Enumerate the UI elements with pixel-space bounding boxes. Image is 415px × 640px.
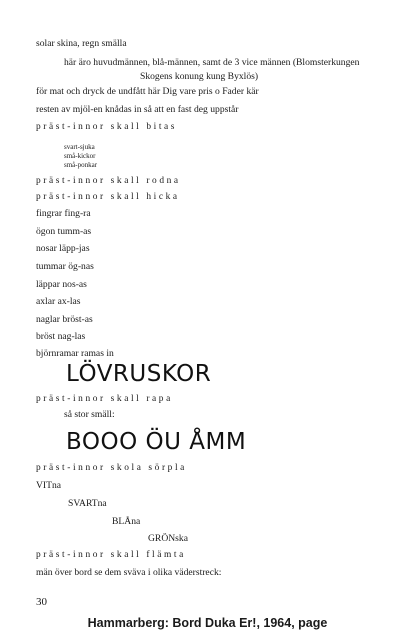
poem-small-line: svart-sjuka	[64, 143, 95, 151]
poem-line: GRÖNska	[148, 533, 188, 544]
poem-refrain: präst-innor skall flämta	[36, 550, 186, 560]
poem-line: SVARTna	[68, 498, 107, 509]
poem-refrain: präst-innor skall rapa	[36, 394, 173, 404]
poem-line: läppar nos-as	[36, 279, 87, 290]
poem-line: bröst nag-las	[36, 331, 86, 342]
poem-line: här äro huvudmännen, blå-männen, samt de 3 vice männen (Blomsterkungen	[64, 57, 360, 68]
poem-refrain: präst-innor skall hicka	[36, 192, 180, 202]
poem-refrain: präst-innor skola sörpla	[36, 463, 187, 473]
poem-line: axlar ax-las	[36, 296, 81, 307]
poem-line: fingrar fing-ra	[36, 208, 91, 219]
image-caption: Hammarberg: Bord Duka Er!, 1964, page	[87, 616, 328, 630]
page-number: 30	[36, 596, 47, 608]
poem-line: BLÅna	[112, 516, 141, 527]
poem-line: naglar bröst-as	[36, 314, 93, 325]
poem-line: tummar ög-nas	[36, 261, 94, 272]
poem-small-line: små-ponkar	[64, 161, 98, 169]
poem-line: solar skina, regn smälla	[36, 38, 127, 49]
poem-refrain: präst-innor skall bitas	[36, 122, 178, 132]
poem-line: ögon tumm-as	[36, 226, 92, 237]
poem-line: björnramar ramas in	[36, 348, 114, 359]
poem-line: resten av mjöl-en knådas in så att en fast deg uppstår	[36, 104, 239, 115]
poem-line: så stor smäll:	[64, 409, 115, 420]
poem-large-word: BOOO ÖU ÅMM	[66, 429, 247, 455]
poem-refrain: präst-innor skall rodna	[36, 176, 181, 186]
poem-line: för mat och dryck de undfått här Dig vare pris o Fader kär	[36, 86, 259, 97]
poem-line: nosar läpp-jas	[36, 243, 90, 254]
poem-line: Skogens konung kung Byxlös)	[140, 71, 259, 82]
poem-line: män över bord se dem sväva i olika väderstreck:	[36, 567, 222, 578]
poem-large-word: LÖVRUSKOR	[66, 361, 212, 387]
poem-line: VITna	[36, 480, 62, 491]
poem-small-line: små-kickor	[64, 152, 96, 160]
